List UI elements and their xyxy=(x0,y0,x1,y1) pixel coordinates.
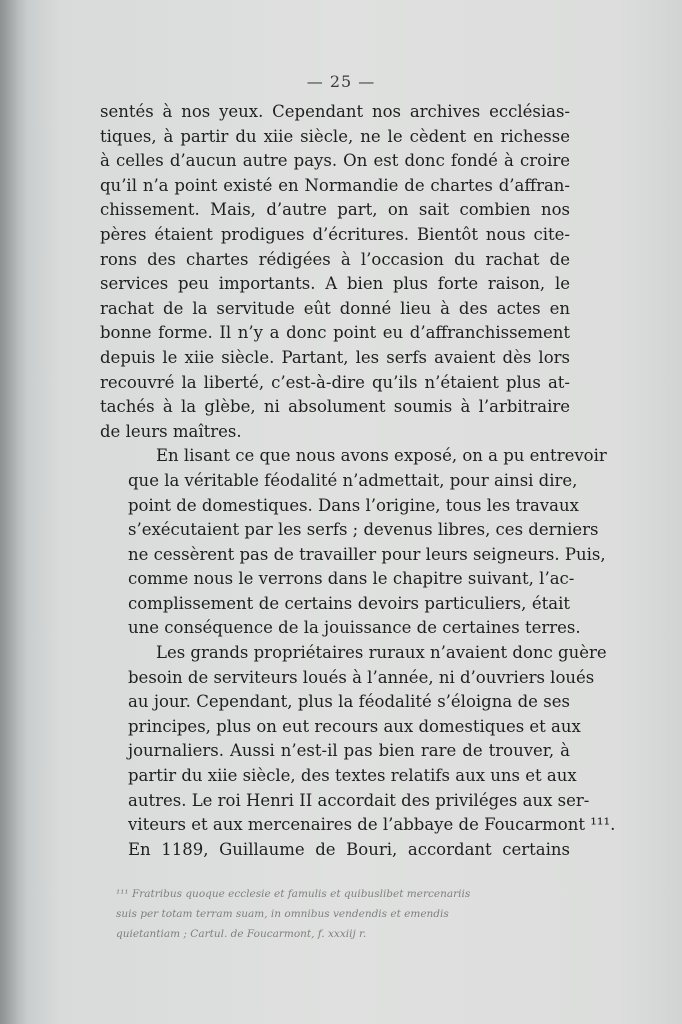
text-line: En lisant ce que nous avons exposé, on a pu entrevoir xyxy=(156,446,607,466)
page-gutter-shadow xyxy=(0,0,28,1024)
text-line: pères étaient prodigues d’écritures. Bientôt nous cite- xyxy=(100,224,570,244)
text-line: recouvré la liberté, c’est-à-dire qu’ils n’étaient plus at- xyxy=(100,372,570,392)
text-line: principes, plus on eut recours aux domestiques et aux xyxy=(128,716,581,736)
text-line: ne cessèrent pas de travailler pour leurs seigneurs. Puis, xyxy=(128,544,606,564)
footnote-line: ¹¹¹ Fratribus quoque ecclesie et famulis et quibuslibet mercenariis xyxy=(116,888,471,900)
text-line: viteurs et aux mercenaires de l’abbaye de Foucarmont ¹¹¹. xyxy=(128,815,616,835)
text-line: point de domestiques. Dans l’origine, tous les travaux xyxy=(128,495,579,515)
text-line: chissement. Mais, d’autre part, on sait combien nos xyxy=(100,200,570,220)
text-line: complissement de certains devoirs particuliers, était xyxy=(128,593,570,613)
text-line: au jour. Cependant, plus la féodalité s’éloigna de ses xyxy=(128,692,570,712)
footnote xyxy=(116,884,576,944)
text-line: de leurs maîtres. xyxy=(100,421,242,441)
text-line: rachat de la servitude eût donné lieu à des actes en xyxy=(100,298,570,318)
text-line: En 1189, Guillaume de Bouri, accordant certains xyxy=(128,839,570,859)
text-line: comme nous le verrons dans le chapitre suivant, l’ac- xyxy=(128,569,575,589)
text-line: journaliers. Aussi n’est-il pas bien rare de trouver, à xyxy=(128,741,570,761)
text-line: tachés à la glèbe, ni absolument soumis à l’arbitraire xyxy=(100,397,570,417)
paragraph xyxy=(100,444,607,641)
text-line: que la véritable féodalité n’admettait, pour ainsi dire, xyxy=(128,470,578,490)
text-line: une conséquence de la jouissance de certaines terres. xyxy=(128,618,581,638)
paragraph xyxy=(100,100,570,444)
text-line: s’exécutaient par les serfs ; devenus libres, ces derniers xyxy=(128,520,599,540)
text-line: qu’il n’a point existé en Normandie de chartes d’affran- xyxy=(100,175,570,195)
text-line: autres. Le roi Henri II accordait des priviléges aux ser- xyxy=(128,790,590,810)
text-line: besoin de serviteurs loués à l’année, ni d’ouvriers loués xyxy=(128,667,595,687)
text-line: depuis le xiie siècle. Partant, les serfs avaient dès lors xyxy=(100,347,570,367)
text-line: partir du xiie siècle, des textes relatifs aux uns et aux xyxy=(128,766,577,786)
text-line: rons des chartes rédigées à l’occasion du rachat de xyxy=(100,249,570,269)
footnote-line: suis per totam terram suam, in omnibus vendendis et emendis xyxy=(116,908,449,920)
footnote-line: quietantiam ; Cartul. de Foucarmont, f. xxxiij r. xyxy=(116,928,367,940)
paragraph xyxy=(100,641,616,862)
text-line: bonne forme. Il n’y a donc point eu d’affranchissement xyxy=(100,323,570,343)
text-line: tiques, à partir du xiie siècle, ne le cèdent en richesse xyxy=(100,126,570,146)
text-line: services peu importants. A bien plus forte raison, le xyxy=(100,274,570,294)
text-line: à celles d’aucun autre pays. On est donc fondé à croire xyxy=(100,151,570,171)
text-line: Les grands propriétaires ruraux n’avaient donc guère xyxy=(156,643,607,663)
body-text xyxy=(100,100,616,862)
page-number: — 25 — xyxy=(306,72,376,91)
text-line: sentés à nos yeux. Cependant nos archives ecclésias- xyxy=(100,102,570,121)
